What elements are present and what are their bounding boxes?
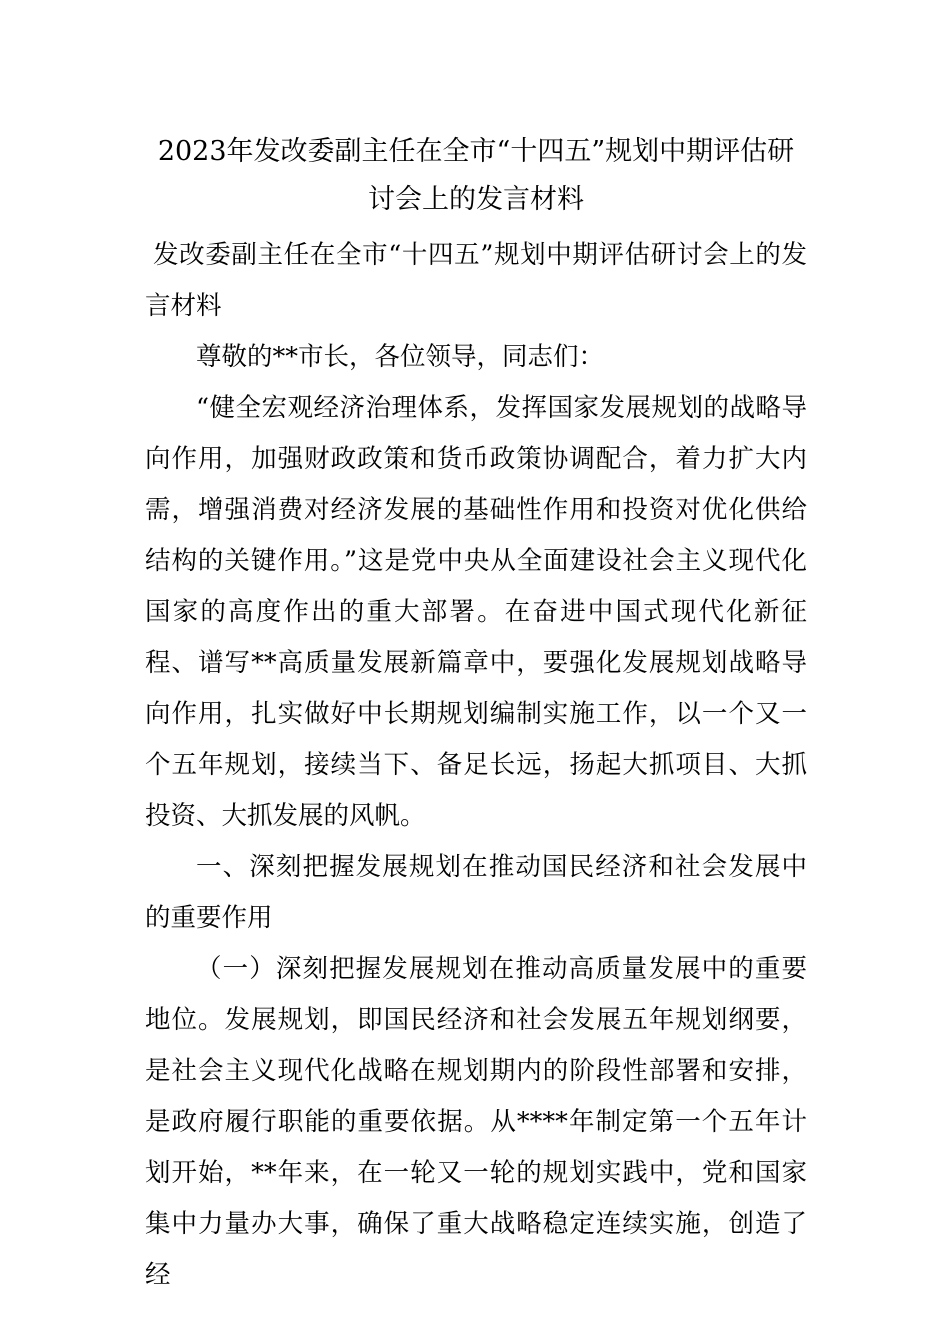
document-title: 2023年发改委副主任在全市“十四五”规划中期评估研讨会上的发言材料 bbox=[157, 136, 795, 215]
paragraph-intro: “健全宏观经济治理体系，发挥国家发展规划的战略导向作用，加强财政政策和货币政策协调配合，着力扩大内需，增强消费对经济发展的基础性作用和投资对优化供给结构的关键作用。”这是党中央从全面建设社会主义现代化国家的高度作出的重大部署。在奋进中国式现代化新征程、谱写**高质量发展新篇章中，要强化发展规划战略导向作用，扎实做好中长期规划编制实施工作，以一个又一个五年规划，接续当下、备足长远，扬起大抓项目、大抓投资、大抓发展的风帆。 bbox=[145, 393, 807, 831]
salutation: 尊敬的**市长，各位领导，同志们： bbox=[196, 342, 605, 372]
document-page bbox=[145, 128, 807, 1301]
paragraph-subsection-1: （一）深刻把握发展规划在推动高质量发展中的重要地位。发展规划，即国民经济和社会发展五年规划纲要，是社会主义现代化战略在规划期内的阶段性部署和安排，是政府履行职能的重要依据。从****年制定第一个五年计划开始，**年来，在一轮又一轮的规划实践中，党和国家集中力量办大事，确保了重大战略稳定连续实施，创造了经 bbox=[145, 954, 807, 1290]
document-subtitle: 发改委副主任在全市“十四五”规划中期评估研讨会上的发言材料 bbox=[145, 240, 807, 321]
section-heading-1: 一、深刻把握发展规划在推动国民经济和社会发展中的重要作用 bbox=[145, 852, 807, 933]
